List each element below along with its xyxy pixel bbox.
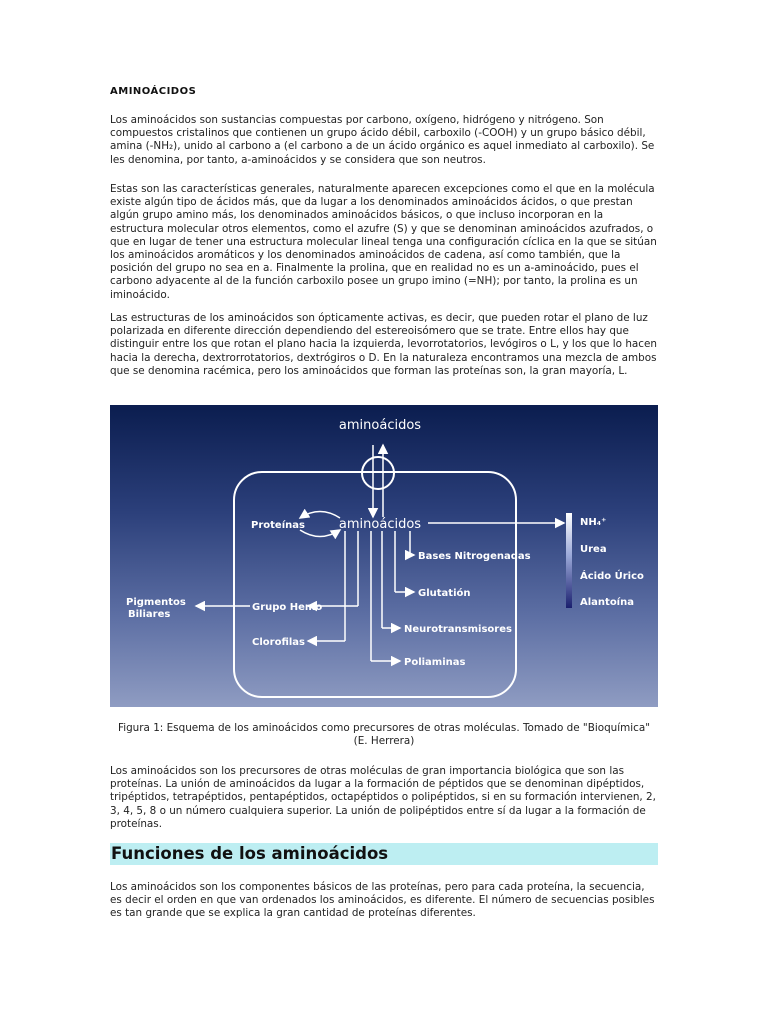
label-biliares: Biliares — [128, 609, 171, 620]
label-acido-urico: Ácido Úrico — [580, 571, 644, 582]
protein-cycle-bottom — [300, 530, 340, 537]
diagram-top-label: aminoácidos — [338, 418, 422, 433]
label-pigmentos: Pigmentos — [126, 597, 186, 608]
document-heading: AMINOÁCIDOS — [110, 86, 197, 97]
label-glutation: Glutatión — [418, 588, 471, 599]
diagram-svg — [110, 405, 658, 707]
excretion-gradient-bar — [566, 513, 572, 608]
label-grupo-hemo: Grupo Hemo — [252, 602, 323, 613]
label-clorofilas: Clorofilas — [252, 637, 305, 648]
cell-outline — [234, 472, 516, 697]
label-proteinas: Proteínas — [251, 520, 305, 531]
paragraph-precursors: Los aminoácidos son los precursores de otras moléculas de gran importancia biológica que son las proteínas. La unión de aminoácidos da lugar a la formación de péptidos que se denominan dipéptidos, tripéptidos, tetrapéptidos, pentapéptidos, octapéptidos o polipéptidos, si en su formación intervienen, 2, 3, 4, 5, 8 o un número cualquiera superior. La unión de polipéptidos entre sí da lugar a la formación de proteínas. — [110, 765, 656, 830]
paragraph-optical-activity: Las estructuras de los aminoácidos son ópticamente activas, es decir, que pueden rotar el plano de luz polarizada en diferente dirección dependiendo del estereoisómero que se trate. Entre ellos hay que distinguir entre los que rotan el plano hacia la izquierda, levorrotatorios, levógiros o L, y los que lo hacen hacia la derecha, dextrorrotatorios, dextrógiros o D. En la naturaleza encontramos una mezcla de ambos que se denomina racémica, pero los aminoácidos que forman las proteínas son, la gran mayoría, L. — [110, 312, 657, 377]
paragraph-characteristics: Estas son las características generales, naturalmente aparecen excepciones como el que en la molécula existe algún tipo de ácidos más, que da lugar a los denominados aminoácidos ácidos, o que prestan algún grupo amino más, los denominados aminoácidos básicos, o que incluso incorporan en la estructura molecular otros elementos, como el azufre (S) y que se denominan aminoácidos azufrados, o que en lugar de tener una estructura molecular lineal tenga una configuración cíclica en la que se sitúan los aminoácidos aromáticos y los denominados aminoácidos de cadena, así como también, que la posición del grupo no sea en a. Finalmente la prolina, que en realidad no es un a-aminoácido, pues el carbono adyacente al de la función carboxilo posee un grupo imino (=NH); por tanto, la prolina es un iminoácido. — [110, 183, 657, 301]
paragraph-composition: Los aminoácidos son sustancias compuestas por carbono, oxígeno, hidrógeno y nitrógeno. Son compuestos cristalinos que contienen un grupo ácido débil, carboxilo (-COOH) y un grupo básico débil, amina (-NH₂), unido al carbono a (el carbono a de un ácido orgánico es aquel inmediato al carboxilo). Se les denomina, por tanto, a-aminoácidos y se considera que son neutros. — [110, 114, 655, 166]
label-nh4: NH₄⁺ — [580, 517, 607, 528]
paragraph-functions: Los aminoácidos son los componentes básicos de las proteínas, pero para cada proteína, la secuencia, es decir el orden en que van ordenados los aminoácidos, es diferente. El número de secuencias posibles es tan grande que se explica la gran cantidad de proteínas diferentes. — [110, 881, 655, 920]
label-alantoina: Alantoína — [580, 597, 634, 608]
section-title-funciones: Funciones de los aminoácidos — [110, 843, 658, 865]
label-urea: Urea — [580, 544, 607, 555]
label-bases-nitrogenadas: Bases Nitrogenadas — [418, 551, 531, 562]
label-poliaminas: Poliaminas — [404, 657, 466, 668]
amino-acid-diagram — [110, 405, 658, 707]
figure-caption: Figura 1: Esquema de los aminoácidos como precursores de otras moléculas. Tomado de "Bioquímica" (E. Herrera) — [117, 722, 651, 748]
diagram-center-label: aminoácidos — [338, 517, 422, 532]
protein-cycle-top — [300, 512, 340, 519]
label-neurotransmisores: Neurotransmisores — [404, 624, 512, 635]
